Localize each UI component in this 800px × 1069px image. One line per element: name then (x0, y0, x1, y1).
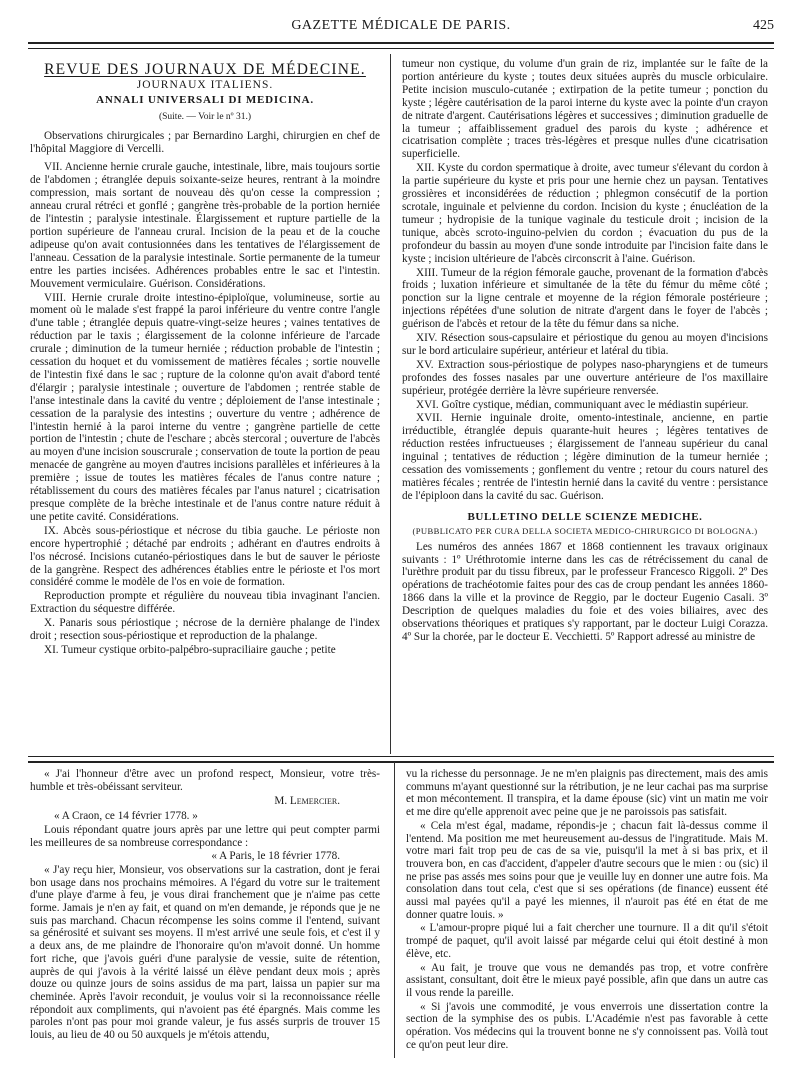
left-column (30, 58, 380, 752)
header-rule (28, 42, 774, 49)
feuilleton-paragraph: vu la richesse du personnage. Je ne m'en plaignis pas directement, mais des amis communs m'ayant questionné sur la rétribution, je ne leur cachai pas ma surprise et mon mécontement. Il transpira, et la dame épouse (sic) vint un matin me voir et me dire qu'elle apprenoit avec peine que je ne paroissois pas satisfait. (406, 768, 768, 819)
observation-paragraph: XVII. Hernie inguinale droite, omento-intestinale, ancienne, en partie irréductible, étranglée depuis quarante-huit heures ; légères tentatives de réduction restées infructueuses ; élargissement de l'anneau supérieur du canal inguinal ; tentatives de réduction ; légère diminution de la tumeur herniée ; cessation des vomissements ; gonflement du ventre ; retour du cours naturel des matières fécales ; rentrée de l'intestin hernié dans la cavité du ventre : persistance de l'épiploon dans la cavité du sac. Guérison. (402, 412, 768, 502)
observations-intro: Observations chirurgicales ; par Bernardino Larghi, chirurgien en chef de l'hôpital Maggiore di Vercelli. (30, 129, 380, 155)
feuilleton-paragraph: « J'ay reçu hier, Monsieur, vos observations sur la castration, dont je ferai bon usage dans nos prochains mémoires. A l'égard du votre sur le traitement d'une playe d'arme à feu, je vous dirai franchement que je n'aime pas cette forme. Jamais je n'en ay fait, et quand on m'en demande, je réponds que je ne suis pas marchand. Chacun récompense les soins comme il l'entend, suivant sa générosité et suivant ses moyens. Il m'est arrivé une seule fois, et c'est il y a deux ans, de me plaindre de l'honoraire qu'on m'avoit donné. Un homme fort riche, que j'avois guéri d'une paralysie de vessie, suite de rétention, auprès de qui j'avois à la vérité laissé un élève pendant deux mois ; après douze ou quinze jours de soins assidus de ma part, laissa un papier sur ma cheminée. Après l'avoir reconduit, je voulus voir si la reconnoissance réelle répondoit aux compliments, qui n'avoient pas été épargnés. Mais comme les paroles n'ont pas pour moi grande valeur, je fus assés surpris de trouver 15 louis, au lieu de 40 ou 50 auxquels je m'étois attendu, (30, 863, 380, 1042)
letter-dateline: « A Paris, le 18 février 1778. (211, 850, 340, 863)
continuation-note: (Suite. — Voir le nº 31.) (158, 111, 252, 122)
observation-paragraph: XI. Tumeur cystique orbito-palpébro-supraciliaire gauche ; petite (44, 643, 336, 656)
observation-paragraph: XIV. Résection sous-capsulaire et périostique du genou au moyen d'incisions sur le bord articulaire supérieur, antérieur et latéral du tibia. (402, 332, 768, 357)
observation-paragraph: XIII. Tumeur de la région fémorale gauche, provenant de la formation d'abcès froids ; luxation inférieure et simultanée de la tête du fémur du même côté ; ponction sur la ligne centrale et moyenne de la région fémorale postérieure ; injections répétées d'une solution de nitrate d'argent dans le foyer de l'abcès ; guérison de l'abcès et retour de la tête du fémur dans sa niche. (402, 266, 768, 331)
observation-paragraph: XV. Extraction sous-périostique de polypes naso-pharyngiens et de tumeurs profondes des fosses nasales par une ouverture antérieure de l'os maxillaire supérieur, protégée derrière la lèvre supérieure renversée. (402, 358, 768, 397)
observation-paragraph: tumeur non cystique, du volume d'un grain de riz, implantée sur le faîte de la portion antérieure du kyste ; toutes deux situées auprès du muscle orbiculaire. Petite incision musculo-cutanée ; extirpation de la petite tumeur ; ponction du kyste ; légère cautérisation de la paroi interne du kyste avec la pointe d'un crayon de nitrate d'argent. Cautérisations légères et successives ; diminution graduelle de la tumeur ; affaiblissement graduel des parois du kyste ; adhérence et cicatrisation complète ; traces très-légères et presque nulles d'une cicatrisation superficielle. (402, 58, 768, 161)
feuilleton-rule (28, 756, 774, 763)
observation-paragraph: VII. Ancienne hernie crurale gauche, intestinale, libre, mais toujours sortie de l'abdomen ; étranglée depuis soixante-seize heures, rentrant à la moindre compression, mais sortant de nouveau dès qu'on cesse la compression ; anneau crural rétréci et gonflé ; gangrène très-probable de la portion herniée de l'intestin ; paralysie intestinale. Élargissement et rupture partielle de la portion supérieure de l'anneau crural. Incision de la peau et de la couche adipeuse qu'on avait contusionnées dans les tentatives de l'élargissement de l'anneau. Cessation de la paralysie intestinale. Sortie permanente de la tumeur entre les parties incisées. Adhérences probables entre le sac et l'intestin. Mouvement vermiculaire. Guérison. Considérations. (30, 161, 380, 290)
observation-paragraph: X. Panaris sous périostique ; nécrose de la dernière phalange de l'index droit ; resection sous-périostique et reproduction de la phalange. (30, 617, 380, 643)
journal-title: GAZETTE MÉDICALE DE PARIS. (291, 18, 511, 33)
letter-signature: M. Lemercier. (274, 795, 340, 808)
review-title: REVUE DES JOURNAUX DE MÉDECINE. (44, 61, 366, 78)
page-header (28, 18, 774, 38)
letter-dateline: « A Craon, ce 14 février 1778. » (54, 810, 198, 823)
observation-paragraph: Reproduction prompte et régulière du nouveau tibia invaginant l'ancien. Extraction du séquestre différée. (30, 590, 380, 616)
observation-paragraph: IX. Abcès sous-périostique et nécrose du tibia gauche. Le périoste non encore hypertrophié ; détaché par endroits ; adhérant en d'autres endroits à l'os nécrosé. Incisions cutanéo-périostiques dans le but de sauver le périoste de la gangrène. Respect des adhérences établies entre le périoste et l'os mort considéré comme le modèle de l'os en voie de formation. (30, 524, 380, 589)
page-number: 425 (753, 18, 774, 33)
newspaper-page (28, 18, 774, 1058)
journal-name: ANNALI UNIVERSALI DI MEDICINA. (96, 93, 314, 106)
feuilleton-paragraph: « Cela m'est égal, madame, répondis-je ; chacun fait là-dessus comme il l'entend. Ma position me met heureusement au-dessus de l'ingratitude. Mais M. votre mari fait trop peu de cas de sa vie, puisqu'il la met à si bas prix, et il trouvera bon, en cas d'accident, d'appeler d'autre secours que le mien : ou (sic) il ne prise pas assés mes soins pour que je veuille luy en donner une autre fois. Ma consolation dans tout cela, c'est que si ses opérations (de finance) eussent été aussi mal payées qu'il a payé les miennes, il n'auroit pas été en état de me donner quatre louis. » (406, 819, 768, 921)
feuilleton-left-column (30, 768, 380, 1058)
feuilleton-paragraph: « Si j'avois une commodité, je vous enverrois une dissertation contre la section de la symphise des os pubis. L'Académie n'est pas favorable à cette opération. Vos médecins qui la trouvent bonne ne s'y connoissent pas. Voilà tout ce qu'on peut leur dire. (406, 1000, 768, 1051)
observation-paragraph: XVI. Goître cystique, médian, communiquant avec le médiastin supérieur. (416, 398, 749, 411)
bulletin-text: Les numéros des années 1867 et 1868 contiennent les travaux originaux suivants : 1º Uréthrotomie interne dans les cas de rétrécissement du canal de l'urèthre produit par du tissu fibreux, par le professeur Francesco Riggoli. 2º Des opérations de trachéotomie faites pour des cas de croup pendant les années 1860-1866 dans la ville et la province de Reggio, par le docteur Eugenio Casali. 3º Description de quelques maladies du foie et des voies biliaires, avec des observations théoriques et pratiques s'y rapportant, par le docteur Luigi Corazza. 4º Sur la chorée, par le docteur E. Vecchietti. 5º Rapport adressé au ministre de (402, 540, 768, 643)
right-column (402, 58, 768, 752)
observation-paragraph: XII. Kyste du cordon spermatique à droite, avec tumeur s'élevant du cordon à la partie supérieure du kyste et pris pour une hernie chez un paysan. Tentatives grossières et inconsidérées de réduction ; phlegmon consécutif de la portion scrotale, inguinale et pelvienne du cordon. Incision du kyste ; énucléation de la tumeur ; hydropisie de la tunique vaginale du testicule droit ; incision de la tunique, abcès scroto-inguino-pelvien du cordon ; évacuation du pus de la profondeur du bassin au moyen d'une sonde introduite par l'incision faite dans le kyste ; incision ultérieure de l'abcès circonscrit à l'aine. Guérison. (402, 162, 768, 265)
column-divider (394, 762, 395, 1058)
feuilleton-paragraph: « Au fait, je trouve que vous ne demandés pas trop, et votre confrère assistant, consultant, doit être le mieux payé possible, afin que dans un autre cas il vous rende la pareille. (406, 961, 768, 999)
feuilleton-paragraph: Louis répondant quatre jours après par une lettre qui peut compter parmi les meilleures de sa nombreuse correspondance : (30, 823, 380, 849)
observation-paragraph: VIII. Hernie crurale droite intestino-épiploïque, volumineuse, sortie au moment où le malade s'est frappé la paroi inférieure du ventre contre l'angle d'une table ; étranglée depuis quatre-vingt-seize heures ; vaines tentatives de réduction par le taxis ; élargissement de la colonne inférieure de l'arcade crurale ; diminution de la tumeur herniée ; réduction probable de l'intestin ; cessation du hoquet et du vomissement de matières fécales ; sortie nouvelle de l'intestin fixé dans le sac ; rupture de la colonne qu'on avait d'abord tenté d'élargir ; paralysie intestinale ; ouverture de l'abdomen ; rentrée stable de l'anse intestinale dans la cavité du ventre ; déploiement de l'anse intestinale ; cessation de la paralysie des intestins ; ouverture du ventre ; adhérence de l'intestin hernié à la paroi interne du ventre ; gangrène partielle de cette portion de l'intestin ; chute de l'eschare ; abcès stercoral ; ouverture de l'abcès au moyen d'une incision souscrurale ; conservation de toute la portion de peau menacée de gangrène au moyen d'autres incisions parallèles et inférieures à la première ; issue de toutes les matières fécales de l'anus contre nature ; rétablissement du cours des matières fécales par l'anus naturel ; cicatrisation presque complète de la brèche intestinale et de l'anus contre nature réduit à une petite cavité. Considérations. (30, 291, 380, 523)
review-section (28, 58, 774, 752)
bulletin-note: (PUBBLICATO PER CURA DELLA SOCIETA MEDICO-CHIRURGICO DI BOLOGNA.) (412, 525, 758, 536)
feuilleton-right-column (406, 768, 768, 1058)
section-subtitle: JOURNAUX ITALIENS. (136, 78, 274, 91)
column-divider (390, 54, 391, 754)
feuilleton-section (28, 768, 774, 1058)
letter-closing: « J'ai l'honneur d'être avec un profond respect, Monsieur, votre très-humble et très-obéissant serviteur. (30, 768, 380, 793)
bulletin-title: BULLETINO DELLE SCIENZE MEDICHE. (467, 510, 703, 523)
feuilleton-paragraph: « L'amour-propre piqué lui a fait chercher une tournure. Il a dit qu'il s'étoit trompé de paquet, qu'il avoit laissé par mégarde celui qui étoit destiné à mon élève, etc. (406, 922, 768, 960)
